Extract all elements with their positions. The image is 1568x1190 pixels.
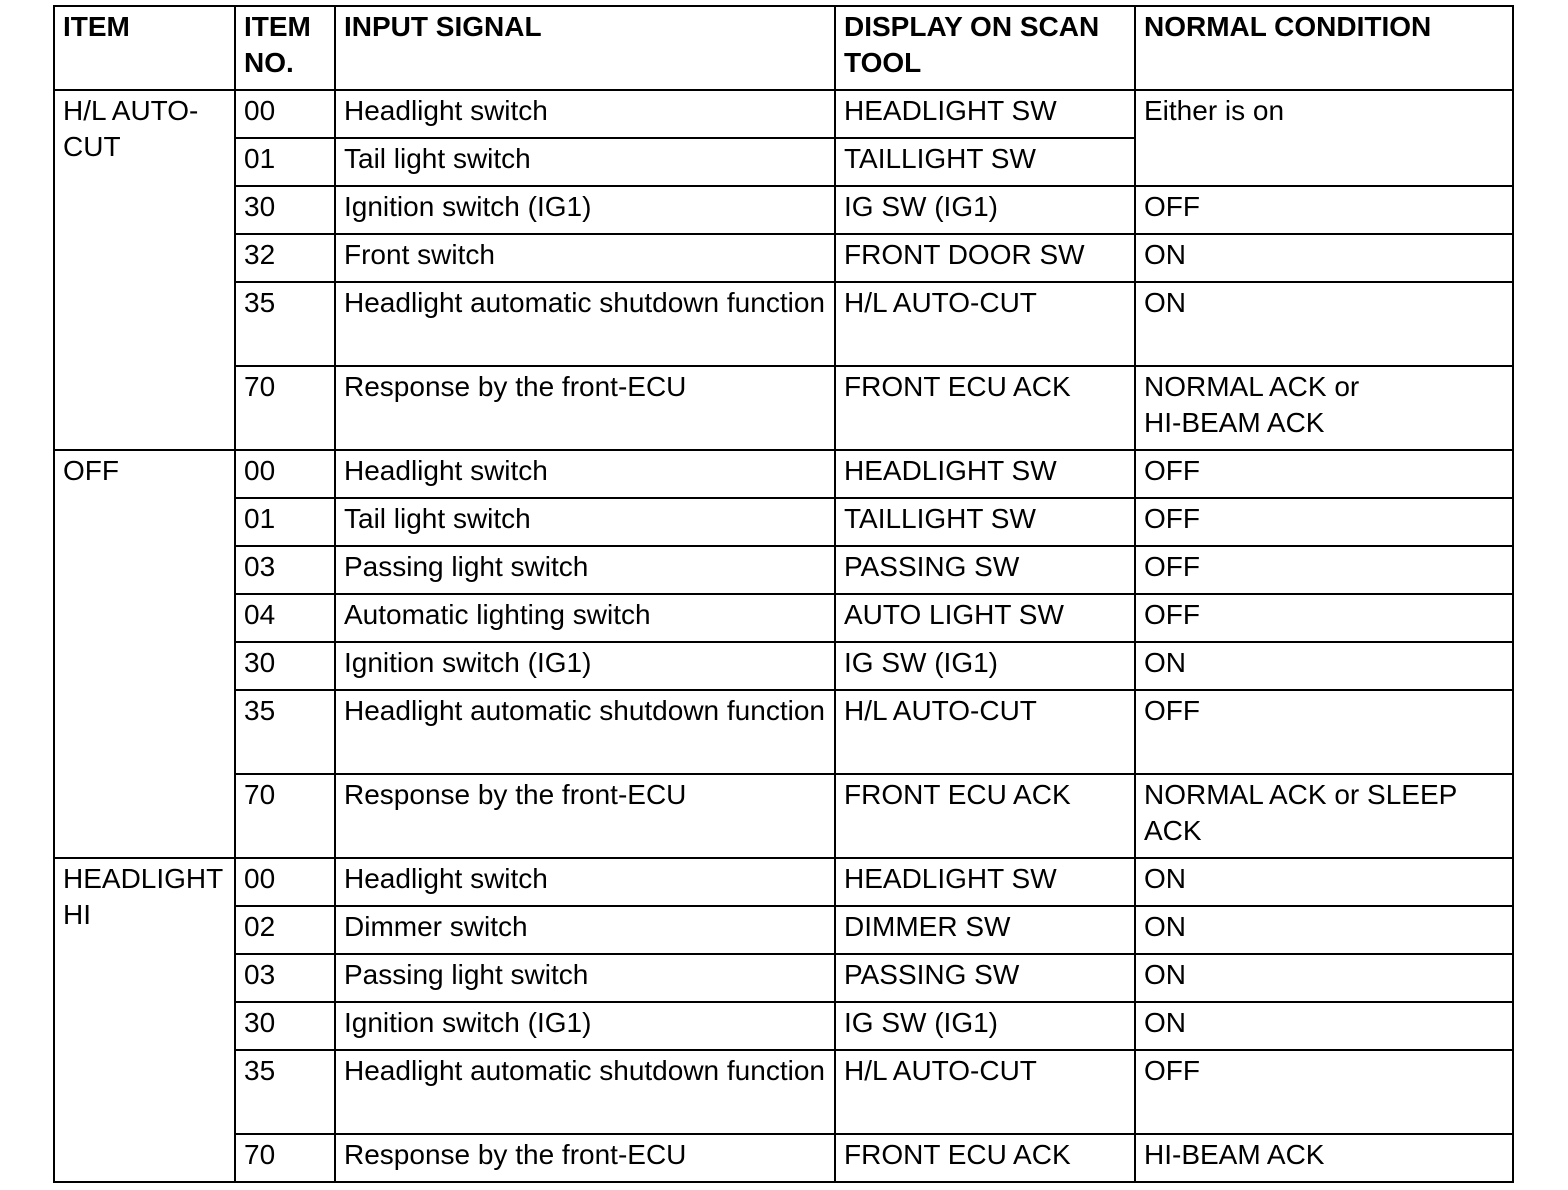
input-signal-cell: Headlight switch	[335, 450, 835, 498]
normal-condition-cell: ON	[1135, 282, 1513, 366]
table-row	[54, 954, 1513, 1002]
display-cell: H/L AUTO-CUT	[835, 690, 1135, 774]
table-row	[54, 450, 1513, 498]
item-no-cell: 70	[235, 366, 335, 450]
item-no-cell: 30	[235, 186, 335, 234]
item-no-cell: 00	[235, 858, 335, 906]
display-cell: FRONT ECU ACK	[835, 366, 1135, 450]
table-row	[54, 642, 1513, 690]
display-cell: FRONT ECU ACK	[835, 1134, 1135, 1182]
item-no-cell: 70	[235, 1134, 335, 1182]
display-cell: H/L AUTO-CUT	[835, 282, 1135, 366]
table-row	[54, 1134, 1513, 1182]
table-row	[54, 1050, 1513, 1134]
input-signal-cell: Automatic lighting switch	[335, 594, 835, 642]
normal-condition-line: NORMAL ACK or	[1144, 371, 1360, 402]
input-signal-cell: Headlight switch	[335, 858, 835, 906]
display-cell: PASSING SW	[835, 546, 1135, 594]
input-signal-cell: Headlight automatic shutdown function	[335, 282, 835, 366]
table-row	[54, 906, 1513, 954]
input-signal-cell: Tail light switch	[335, 498, 835, 546]
input-signal-cell: Headlight switch	[335, 90, 835, 138]
item-no-cell: 70	[235, 774, 335, 858]
input-signal-cell: Passing light switch	[335, 546, 835, 594]
table-row	[54, 234, 1513, 282]
item-no-cell: 35	[235, 1050, 335, 1134]
input-signal-cell: Ignition switch (IG1)	[335, 642, 835, 690]
display-cell: TAILLIGHT SW	[835, 138, 1135, 186]
item-no-cell: 35	[235, 282, 335, 366]
input-signal-cell: Tail light switch	[335, 138, 835, 186]
input-signal-cell: Response by the front-ECU	[335, 1134, 835, 1182]
item-no-cell: 30	[235, 1002, 335, 1050]
display-cell: DIMMER SW	[835, 906, 1135, 954]
normal-condition-cell: ON	[1135, 234, 1513, 282]
display-cell: TAILLIGHT SW	[835, 498, 1135, 546]
normal-condition-cell: OFF	[1135, 498, 1513, 546]
table-row	[54, 774, 1513, 858]
normal-condition-cell: OFF	[1135, 186, 1513, 234]
normal-condition-cell: OFF	[1135, 546, 1513, 594]
display-cell: HEADLIGHT SW	[835, 858, 1135, 906]
table-row	[54, 690, 1513, 774]
input-signal-cell: Ignition switch (IG1)	[335, 1002, 835, 1050]
input-signal-cell: Response by the front-ECU	[335, 366, 835, 450]
display-cell: FRONT DOOR SW	[835, 234, 1135, 282]
header-item-no: ITEM NO.	[235, 6, 335, 90]
header-row	[54, 6, 1513, 90]
input-signal-cell: Headlight automatic shutdown function	[335, 1050, 835, 1134]
item-no-cell: 04	[235, 594, 335, 642]
header-item: ITEM	[54, 6, 235, 90]
normal-condition-cell: Either is on	[1135, 90, 1513, 186]
input-signal-cell: Response by the front-ECU	[335, 774, 835, 858]
item-no-cell: 00	[235, 90, 335, 138]
item-no-cell: 01	[235, 498, 335, 546]
normal-condition-cell	[1135, 366, 1513, 450]
scan-tool-data-table	[53, 5, 1514, 1183]
normal-condition-cell: ON	[1135, 906, 1513, 954]
display-cell: AUTO LIGHT SW	[835, 594, 1135, 642]
normal-condition-cell: OFF	[1135, 594, 1513, 642]
item-group-label: HEADLIGHT HI	[54, 858, 235, 1182]
table-row	[54, 546, 1513, 594]
item-no-cell: 02	[235, 906, 335, 954]
input-signal-cell: Headlight automatic shutdown function	[335, 690, 835, 774]
normal-condition-cell: OFF	[1135, 450, 1513, 498]
display-cell: IG SW (IG1)	[835, 642, 1135, 690]
input-signal-cell: Ignition switch (IG1)	[335, 186, 835, 234]
item-group-label: OFF	[54, 450, 235, 858]
display-cell: PASSING SW	[835, 954, 1135, 1002]
item-no-cell: 00	[235, 450, 335, 498]
display-cell: HEADLIGHT SW	[835, 450, 1135, 498]
table-row	[54, 186, 1513, 234]
normal-condition-cell: ON	[1135, 1002, 1513, 1050]
table-row	[54, 498, 1513, 546]
display-cell: IG SW (IG1)	[835, 1002, 1135, 1050]
item-no-cell: 35	[235, 690, 335, 774]
normal-condition-cell: OFF	[1135, 690, 1513, 774]
item-no-cell: 03	[235, 546, 335, 594]
normal-condition-cell: ON	[1135, 858, 1513, 906]
item-no-cell: 01	[235, 138, 335, 186]
normal-condition-cell: HI-BEAM ACK	[1135, 1134, 1513, 1182]
table-row	[54, 1002, 1513, 1050]
item-no-cell: 30	[235, 642, 335, 690]
table-row	[54, 282, 1513, 366]
table-row	[54, 366, 1513, 450]
header-normal-condition: NORMAL CONDITION	[1135, 6, 1513, 90]
display-cell: HEADLIGHT SW	[835, 90, 1135, 138]
table-row	[54, 90, 1513, 138]
normal-condition-cell: ON	[1135, 642, 1513, 690]
normal-condition-cell: OFF	[1135, 1050, 1513, 1134]
header-input-signal: INPUT SIGNAL	[335, 6, 835, 90]
item-no-cell: 03	[235, 954, 335, 1002]
input-signal-cell: Dimmer switch	[335, 906, 835, 954]
input-signal-cell: Passing light switch	[335, 954, 835, 1002]
display-cell: H/L AUTO-CUT	[835, 1050, 1135, 1134]
display-cell: FRONT ECU ACK	[835, 774, 1135, 858]
normal-condition-cell: ON	[1135, 954, 1513, 1002]
normal-condition-line: HI-BEAM ACK	[1144, 407, 1325, 438]
item-group-label: H/L AUTO-CUT	[54, 90, 235, 450]
display-cell: IG SW (IG1)	[835, 186, 1135, 234]
header-display-on-scan-tool: DISPLAY ON SCAN TOOL	[835, 6, 1135, 90]
input-signal-cell: Front switch	[335, 234, 835, 282]
normal-condition-cell: NORMAL ACK or SLEEP ACK	[1135, 774, 1513, 858]
table-row	[54, 594, 1513, 642]
table-row	[54, 858, 1513, 906]
item-no-cell: 32	[235, 234, 335, 282]
